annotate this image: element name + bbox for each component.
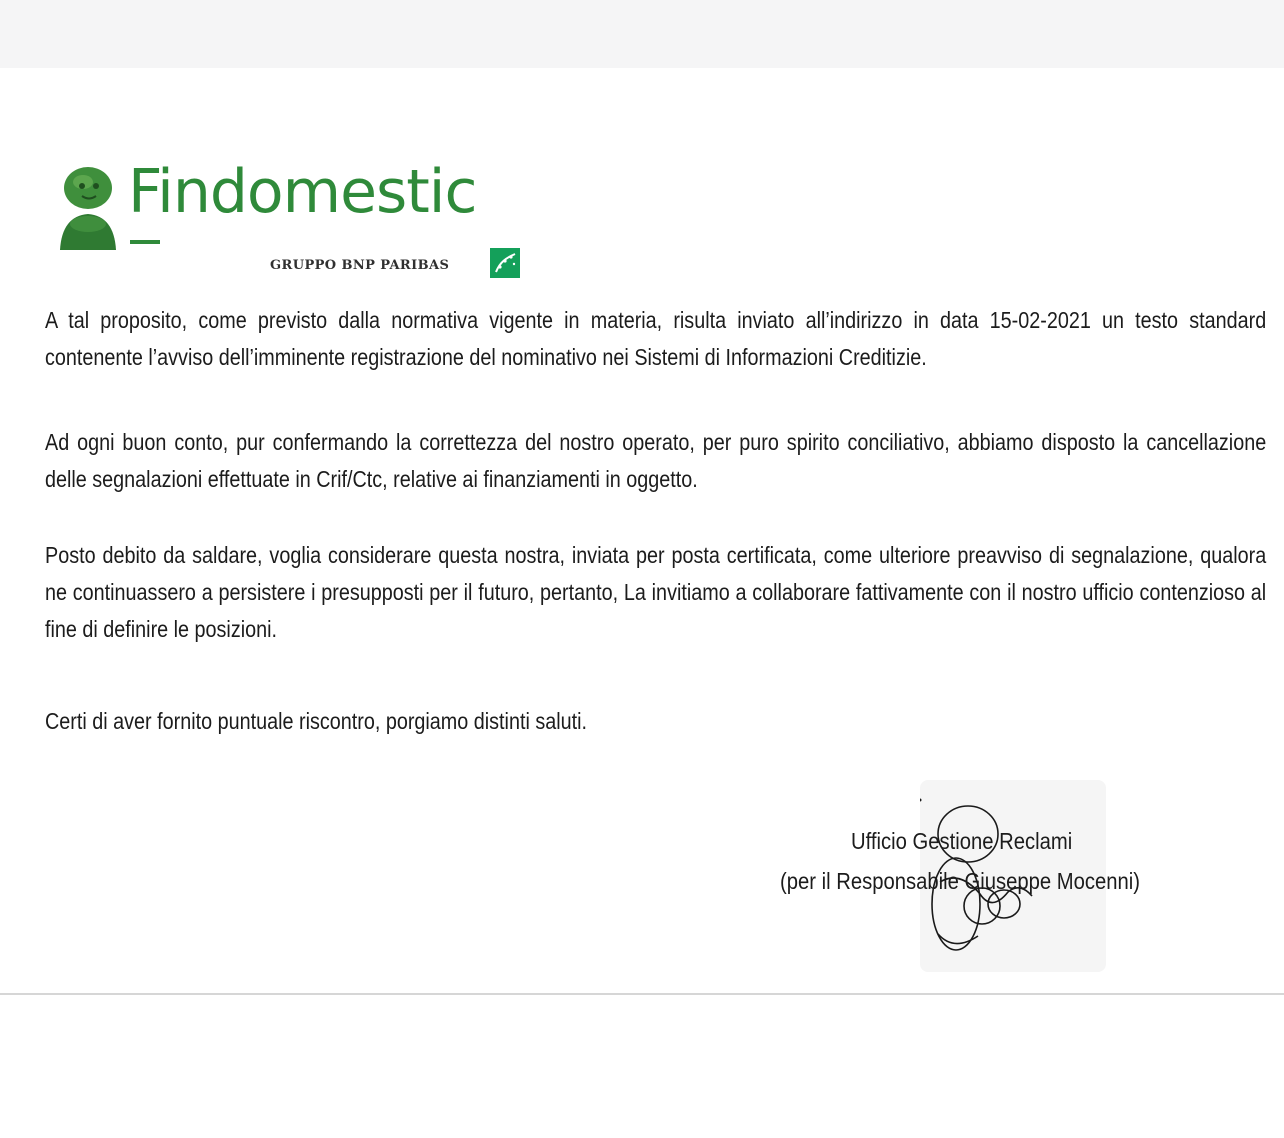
brand-wordmark: Findomestic [128,157,477,227]
group-tagline: GRUPPO BNP PARIBAS [270,258,450,273]
signatory-office: Ufficio Gestione Reclami [851,828,1073,854]
bnp-paribas-stars-icon [490,248,520,278]
wordmark-underline [130,240,160,244]
signatory-person: (per il Responsabile Giuseppe Mocenni) [780,868,1141,894]
paragraph-closing: Certi di aver fornito puntuale riscontro, porgiamo distinti saluti. [45,708,588,734]
top-margin [0,0,1284,68]
bottom-margin [0,995,1284,1138]
paragraph-notice-sent: A tal proposito, come previsto dalla normativa vigente in materia, risulta inviato all’indirizzo in data 15-02-2021 un testo standard contenente l’avviso dell’imminente registrazione del nominativo nei Sistemi di Informazioni Creditizie. [45,307,1267,370]
signature-block [770,776,1200,976]
paragraph-debt-warning: Posto debito da saldare, voglia considerare questa nostra, inviata per posta certificata, come ulteriore preavviso di segnalazione, qualora ne continuassero a persistere i presupposti per il futuro, pertanto, La invitiamo a collaborare fattivamente con il nostro ufficio contenzioso al fine di definire le posizioni. [45,542,1267,642]
findomestic-mascot-icon [52,164,122,250]
findomestic-logo [52,158,532,283]
paragraph-cancellation: Ad ogni buon conto, pur confermando la correttezza del nostro operato, per puro spirito conciliativo, abbiamo disposto la cancellazione delle segnalazioni effettuate in Crif/Ctc, relative ai finanziamenti in oggetto. [45,429,1267,492]
